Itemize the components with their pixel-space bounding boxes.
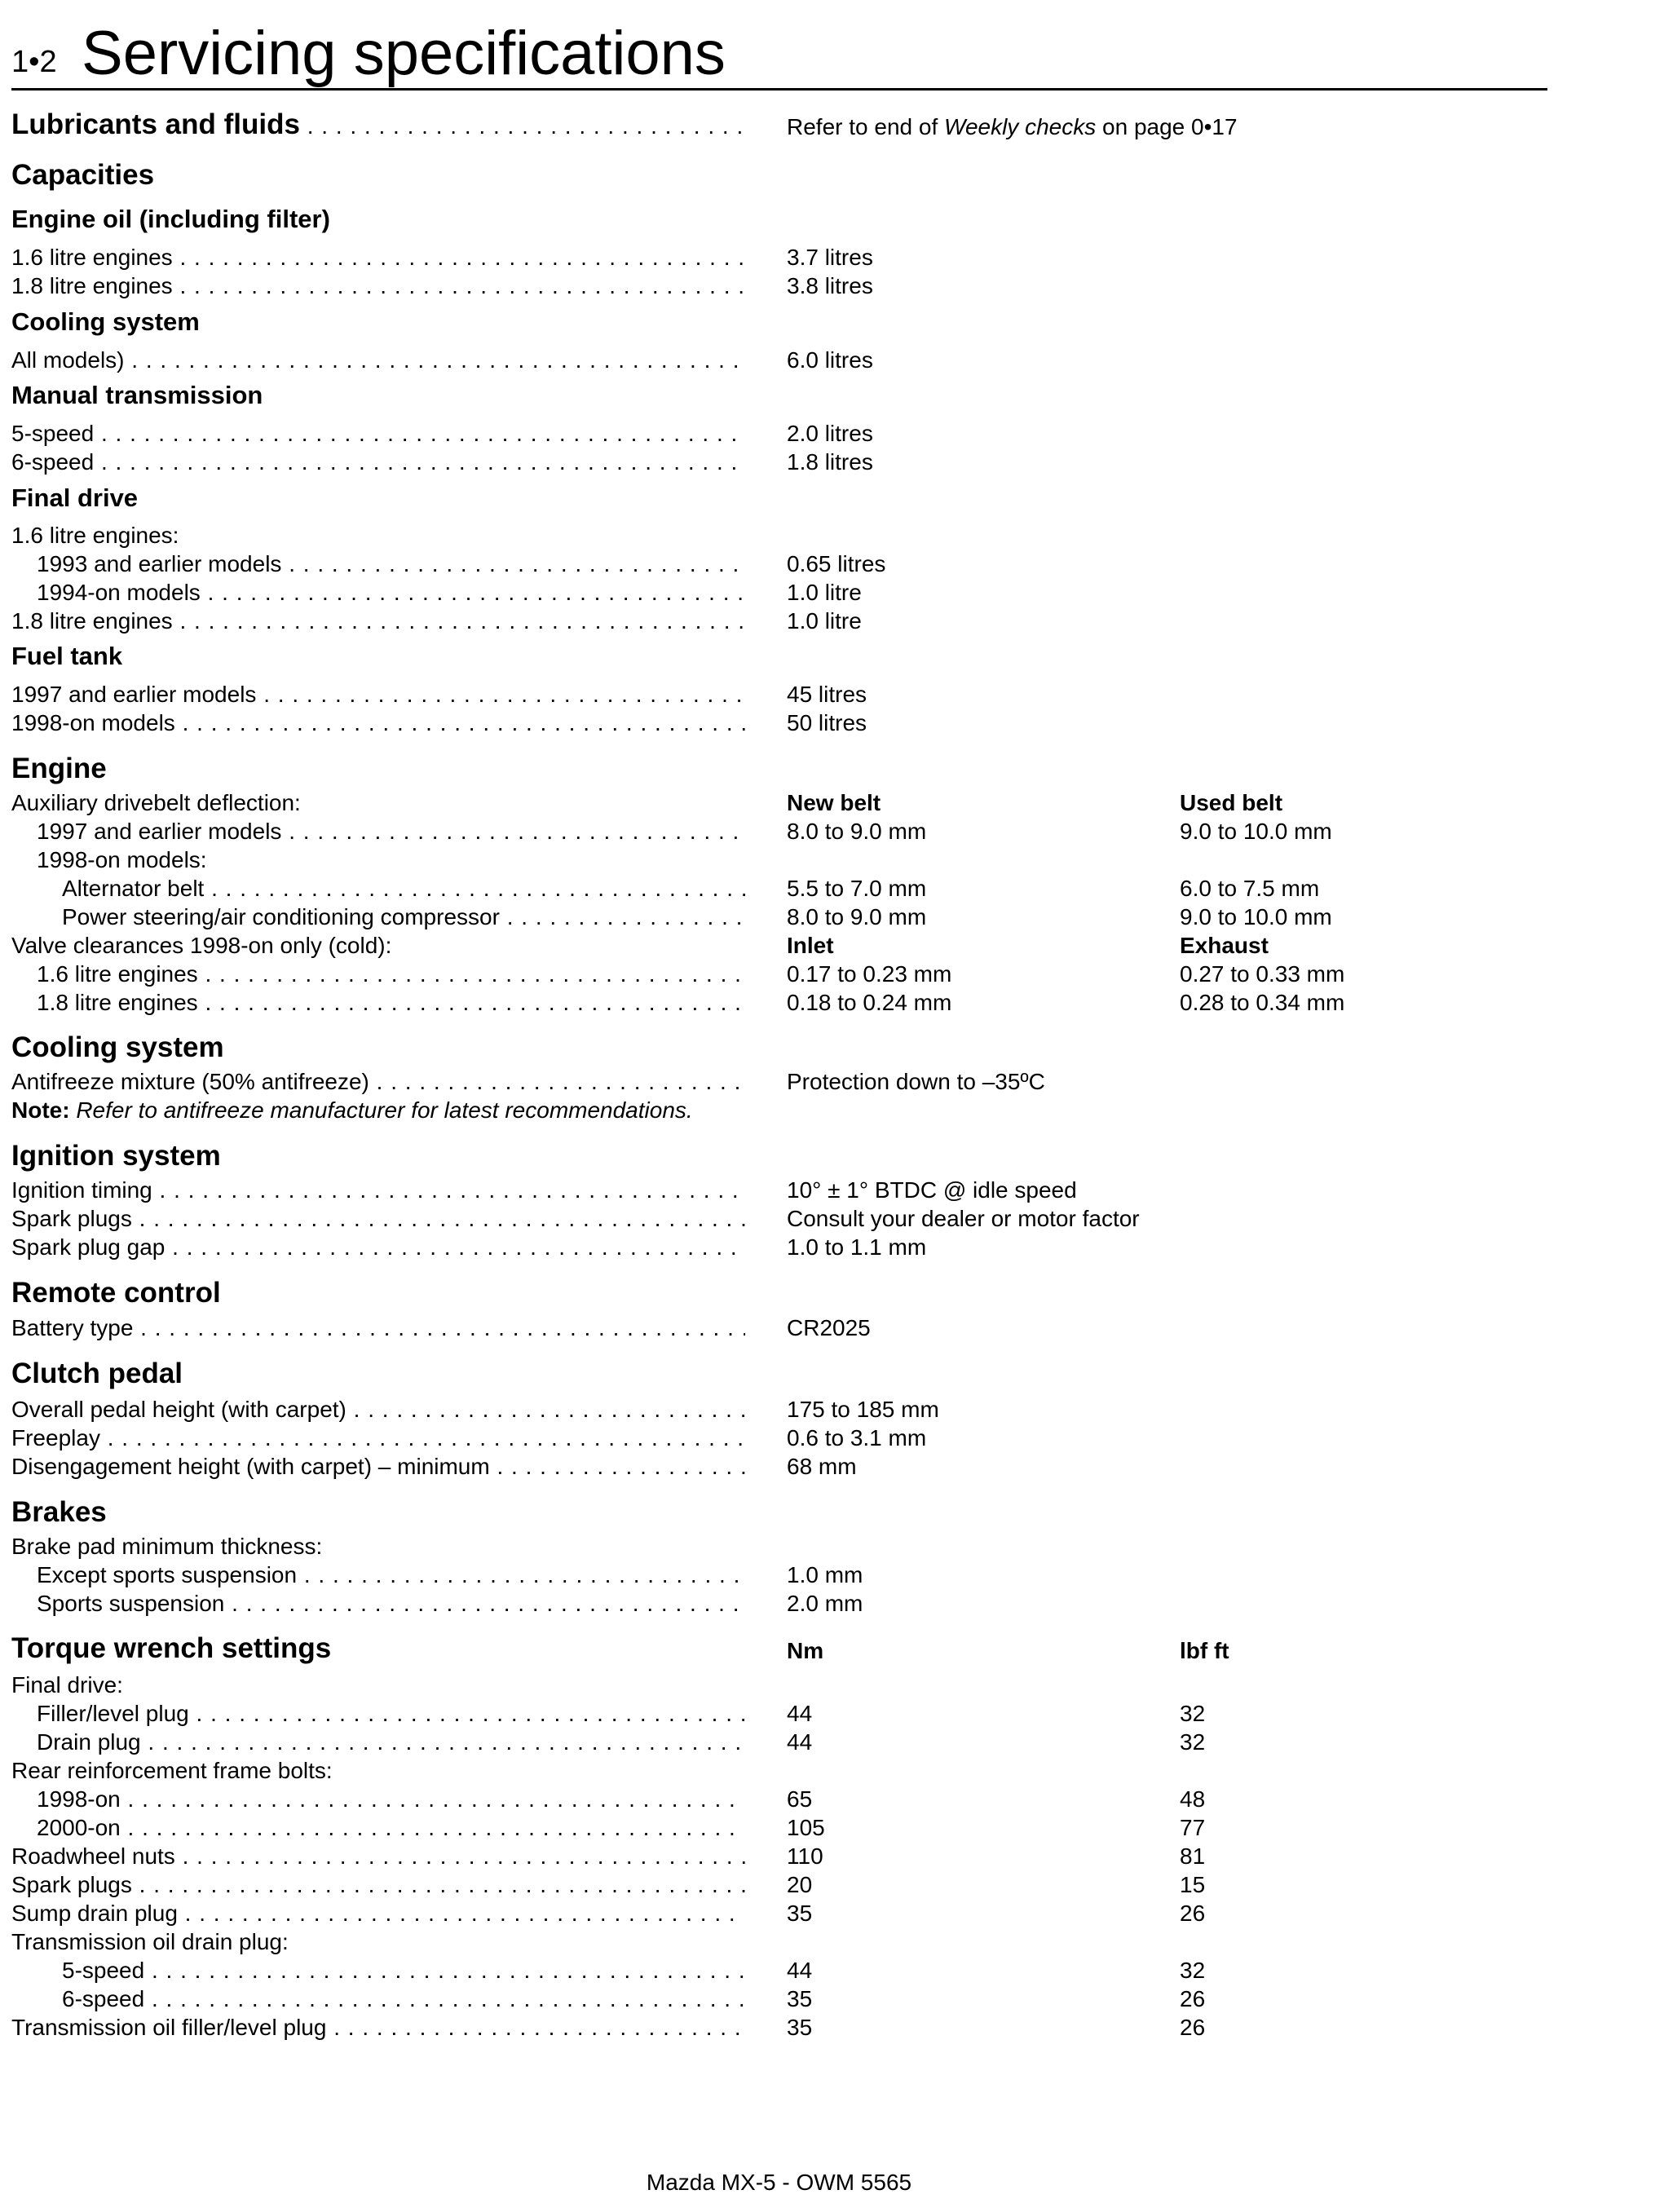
spec-row: Sports suspension . . . 2.0 mm (11, 1590, 1547, 1618)
spec-row: Overall pedal height (with carpet) . . . 175 to 185 mm (11, 1396, 1547, 1424)
spec-row: 1998-on . . . 65 48 (11, 1786, 1547, 1813)
spec-row: Power steering/air conditioning compressor . . . 8.0 to 9.0 mm 9.0 to 10.0 mm (11, 903, 1547, 931)
spec-row: 1998-on models: (37, 847, 207, 872)
spec-row: 1.6 litre engines: (11, 523, 179, 548)
spec-row: 1997 and earlier models . . . 45 litres (11, 681, 1547, 709)
section-title-ignition: Ignition system (11, 1140, 221, 1172)
page-footer: Mazda MX-5 - OWM 5565 (646, 2170, 912, 2195)
column-header-exhaust: Exhaust (1180, 933, 1269, 958)
spec-row: 6-speed . . . 35 26 (11, 1985, 1547, 2013)
spec-row: Antifreeze mixture (50% antifreeze) . . . Protection down to –35ºC (11, 1068, 1547, 1096)
spec-row: Disengagement height (with carpet) – minimum . . . 68 mm (11, 1453, 1547, 1481)
spec-row: 1997 and earlier models . . . 8.0 to 9.0 mm 9.0 to 10.0 mm (11, 818, 1547, 846)
spec-row: 1994-on models . . . 1.0 litre (11, 579, 1547, 607)
spec-row: Roadwheel nuts . . . 110 81 (11, 1843, 1547, 1870)
page-number: 1•2 (11, 45, 57, 79)
subsection-fuel-tank: Fuel tank (11, 642, 123, 670)
column-header-inlet: Inlet (787, 933, 834, 958)
spec-row: Valve clearances 1998-on only (cold): Inlet Exhaust (11, 933, 1269, 958)
spec-row: 1.6 litre engines . . . 3.7 litres (11, 244, 1547, 272)
section-title-remote: Remote control (11, 1277, 221, 1309)
spec-row: Transmission oil filler/level plug . . . 35 26 (11, 2014, 1547, 2042)
column-header-lbf-ft: lbf ft (1180, 1638, 1229, 1663)
spec-row: Spark plugs . . . 20 15 (11, 1871, 1547, 1899)
page-title: Servicing specifications (82, 19, 726, 88)
spec-row: Except sports suspension . . . 1.0 mm (11, 1561, 1547, 1589)
spec-row: Filler/level plug . . . 44 32 (11, 1700, 1547, 1728)
column-header-used-belt: Used belt (1180, 790, 1283, 815)
spec-row: Spark plugs . . . Consult your dealer or motor factor (11, 1205, 1547, 1233)
section-title-lubricants: Lubricants and fluids . . . (11, 108, 745, 143)
spec-row: Auxiliary drivebelt deflection: New belt Used belt (11, 790, 1283, 815)
page-header (11, 8, 1547, 91)
spec-row: Spark plug gap . . . 1.0 to 1.1 mm (11, 1234, 1547, 1261)
subsection-manual-transmission: Manual transmission (11, 381, 263, 409)
section-title-engine: Engine (11, 753, 107, 784)
spec-row: 1.8 litre engines . . . 0.18 to 0.24 mm 0.28 to 0.34 mm (11, 989, 1547, 1017)
spec-row: Alternator belt . . . 5.5 to 7.0 mm 6.0 to 7.5 mm (11, 875, 1547, 903)
spec-row: 1.8 litre engines . . . 3.8 litres (11, 272, 1547, 300)
subsection-cooling-system: Cooling system (11, 307, 200, 336)
spec-row: All models) . . . 6.0 litres (11, 347, 1547, 374)
spec-row: 6-speed . . . 1.8 litres (11, 448, 1547, 476)
spec-row: Sump drain plug . . . 35 26 (11, 1900, 1547, 1927)
spec-row: 1993 and earlier models . . . 0.65 litres (11, 550, 1547, 578)
spec-row: Brake pad minimum thickness: (11, 1534, 323, 1559)
spec-row: Freeplay . . . 0.6 to 3.1 mm (11, 1424, 1547, 1452)
subsection-engine-oil: Engine oil (including filter) (11, 205, 330, 233)
column-header-nm: Nm (787, 1638, 824, 1663)
spec-row: 1.6 litre engines . . . 0.17 to 0.23 mm 0.27 to 0.33 mm (11, 960, 1547, 988)
lubricants-row (11, 108, 1547, 141)
spec-row: Final drive: (11, 1672, 123, 1698)
section-title-capacities: Capacities (11, 159, 155, 191)
spec-row: 5-speed . . . 44 32 (11, 1957, 1547, 1985)
spec-row: Ignition timing . . . 10° ± 1° BTDC @ idle speed (11, 1177, 1547, 1204)
spec-row: Battery type . . . CR2025 (11, 1314, 1547, 1342)
spec-row: Rear reinforcement frame bolts: (11, 1758, 333, 1783)
column-header-new-belt: New belt (787, 790, 881, 815)
section-title-cooling: Cooling system (11, 1031, 224, 1063)
section-title-brakes: Brakes (11, 1496, 107, 1528)
section-title-clutch: Clutch pedal (11, 1358, 183, 1389)
spec-row: 1998-on models . . . 50 litres (11, 709, 1547, 737)
spec-row: 2000-on . . . 105 77 (11, 1814, 1547, 1842)
spec-row: 1.8 litre engines . . . 1.0 litre (11, 607, 1547, 635)
spec-row: 5-speed . . . 2.0 litres (11, 420, 1547, 448)
note: Note: Refer to antifreeze manufacturer for latest recommendations. (11, 1097, 693, 1123)
lubricants-value: Refer to end of Weekly checks on page 0•17 (787, 114, 1238, 139)
spec-row: Transmission oil drain plug: (11, 1929, 289, 1954)
subsection-final-drive: Final drive (11, 483, 139, 512)
section-title-torque: Torque wrench settings Nm lbf ft (11, 1632, 1229, 1664)
spec-row: Drain plug . . . 44 32 (11, 1729, 1547, 1756)
